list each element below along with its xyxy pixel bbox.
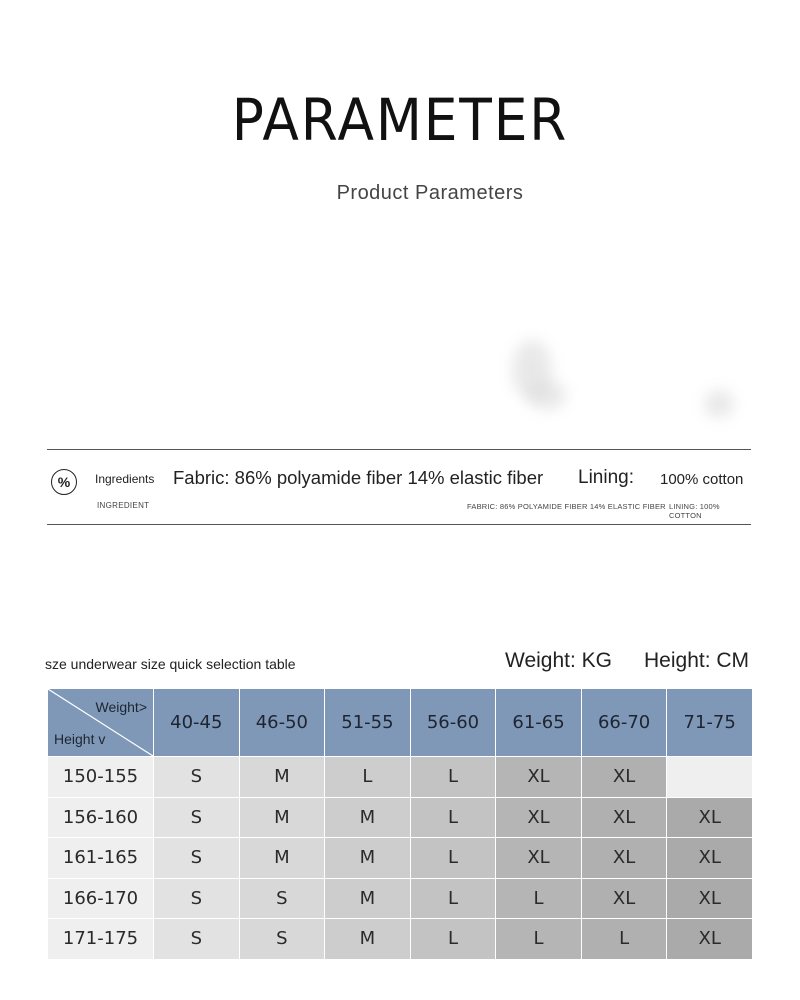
page-title: PARAMETER [231, 86, 569, 154]
height-row-header: 161-165 [48, 838, 154, 879]
table-row [48, 838, 753, 879]
size-cell: L [496, 878, 582, 919]
size-cell: XL [581, 878, 667, 919]
product-image-shadow [528, 380, 566, 410]
size-cell: S [154, 797, 240, 838]
table-corner-cell [48, 689, 154, 757]
size-cell: XL [667, 878, 753, 919]
size-cell: M [325, 878, 411, 919]
table-header-row [48, 689, 753, 757]
height-row-header: 156-160 [48, 797, 154, 838]
weight-column-header: 51-55 [325, 689, 411, 757]
size-cell: S [154, 757, 240, 798]
size-cell: M [239, 757, 325, 798]
size-table-caption: sze underwear size quick selection table [45, 656, 296, 672]
size-cell: S [239, 919, 325, 960]
size-cell: M [325, 838, 411, 879]
weight-unit-label: Weight: KG [505, 649, 612, 672]
lining-label: Lining: [578, 467, 634, 488]
height-row-header: 150-155 [48, 757, 154, 798]
table-body [48, 757, 753, 960]
lining-value-sub: LINING: 100% COTTON [669, 502, 720, 520]
corner-height-label: Height v [54, 731, 106, 747]
ingredients-sub-label: INGREDIENT [97, 501, 150, 510]
size-cell: L [410, 919, 496, 960]
product-image-shadow [704, 390, 734, 418]
size-cell: L [496, 919, 582, 960]
size-cell: L [410, 757, 496, 798]
size-cell: XL [581, 838, 667, 879]
table-row [48, 757, 753, 798]
height-row-header: 171-175 [48, 919, 154, 960]
table-row [48, 919, 753, 960]
size-cell: XL [496, 757, 582, 798]
size-cell: L [325, 757, 411, 798]
size-cell: L [581, 919, 667, 960]
size-cell: M [325, 797, 411, 838]
weight-column-header: 66-70 [581, 689, 667, 757]
size-cell: S [239, 878, 325, 919]
size-cell: S [154, 838, 240, 879]
height-unit-label: Height: CM [644, 649, 750, 672]
size-cell: M [239, 797, 325, 838]
size-cell: XL [667, 838, 753, 879]
size-cell: L [410, 878, 496, 919]
size-cell: M [325, 919, 411, 960]
size-cell: XL [581, 797, 667, 838]
size-cell: S [154, 878, 240, 919]
size-cell: L [410, 838, 496, 879]
size-selection-table [47, 688, 753, 960]
size-cell [667, 757, 753, 798]
size-cell: XL [667, 919, 753, 960]
ingredients-band [47, 449, 751, 525]
size-cell: XL [496, 797, 582, 838]
lining-value: 100% cotton [660, 471, 744, 488]
weight-column-header: 46-50 [239, 689, 325, 757]
table-row [48, 797, 753, 838]
size-cell: L [410, 797, 496, 838]
fabric-composition-sub: FABRIC: 86% POLYAMIDE FIBER 14% ELASTIC FIBER [467, 502, 666, 511]
weight-column-header: 71-75 [667, 689, 753, 757]
height-row-header: 166-170 [48, 878, 154, 919]
ingredients-label: Ingredients [95, 472, 155, 486]
size-cell: XL [667, 797, 753, 838]
size-cell: XL [581, 757, 667, 798]
size-cell: XL [496, 838, 582, 879]
size-cell: S [154, 919, 240, 960]
weight-column-header: 40-45 [154, 689, 240, 757]
table-row [48, 878, 753, 919]
page-subtitle: Product Parameters [336, 182, 524, 204]
size-cell: M [239, 838, 325, 879]
corner-weight-label: Weight> [95, 699, 147, 715]
percent-icon: % [51, 469, 77, 495]
weight-column-header: 61-65 [496, 689, 582, 757]
weight-column-header: 56-60 [410, 689, 496, 757]
fabric-composition: Fabric: 86% polyamide fiber 14% elastic fiber [173, 467, 544, 488]
